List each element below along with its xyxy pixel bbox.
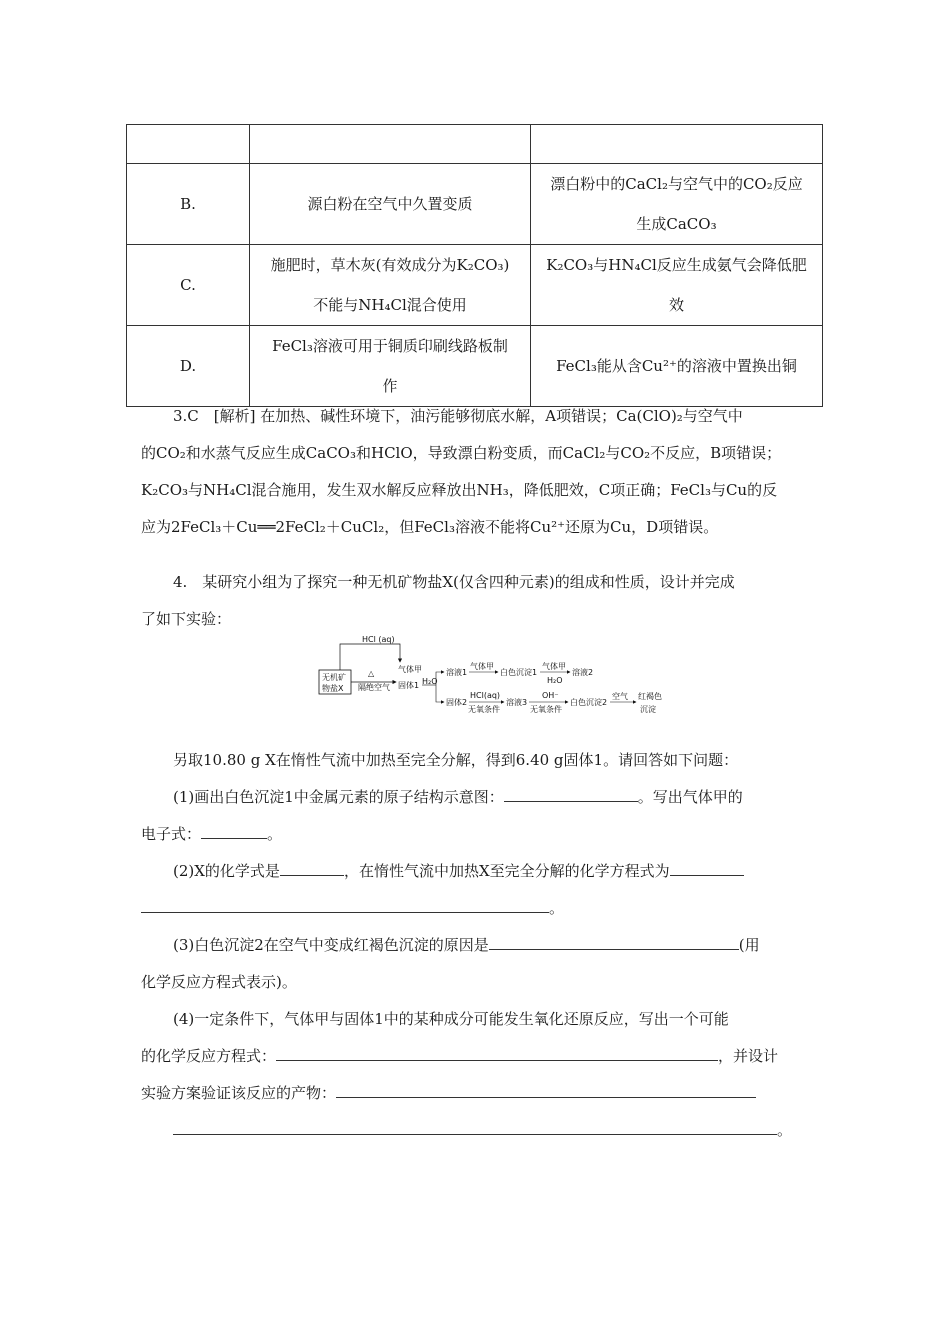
question-1 [141, 779, 826, 816]
question-text: (3)白色沉淀2在空气中变成红褐色沉淀的原因是 [173, 936, 489, 954]
explanation-line: 漂白粉中的CaCl₂与空气中的CO₂反应 [550, 175, 803, 193]
condition-label: 无氧条件 [468, 705, 500, 714]
question-text: ，在惰性气流中加热X至完全分解的化学方程式为 [343, 862, 670, 880]
question-4: (4)一定条件下，气体甲与固体1中的某种成分可能发生氧化还原反应，写出一个可能 [173, 1010, 729, 1028]
explanation-line: 生成CaCO₃ [636, 215, 717, 233]
reagent-label: 气体甲 [542, 662, 566, 671]
question-text: 。 [549, 899, 565, 917]
question-text: 。 [777, 1121, 793, 1139]
phenomenon-cell [250, 326, 531, 407]
table-cell [127, 125, 250, 164]
question-text: 实验方案验证该反应的产物： [141, 1084, 337, 1102]
question-3 [141, 927, 826, 964]
question-4-body [141, 742, 826, 1149]
reagent-label: 气体甲 [470, 662, 494, 671]
product-label: 气体甲 [398, 665, 422, 674]
question-2-cont [141, 890, 826, 927]
explanation-line: 效 [668, 296, 684, 314]
sample-label: 无机矿 [322, 673, 346, 682]
phenomenon-cell: 源白粉在空气中久置变质 [250, 164, 531, 245]
answer-3 [141, 398, 826, 546]
question-text: 。写出气体甲的 [637, 788, 743, 806]
explanation-cell [531, 245, 823, 326]
question-4-cont [141, 1038, 826, 1075]
answer-blank[interactable] [670, 859, 744, 876]
question-4-intro [141, 564, 826, 638]
product-label: 白色沉淀1 [500, 668, 538, 677]
explanation-cell [531, 164, 823, 245]
table-row [127, 164, 823, 245]
table-row [127, 245, 823, 326]
phenomenon-line: FeCl₃溶液可用于铜质印刷线路板制 [272, 337, 508, 355]
option-label: C. [127, 245, 250, 326]
reagent-label: OH⁻ [542, 691, 559, 700]
sample-label: 物盐X [322, 684, 344, 693]
condition-label: △ [368, 669, 375, 678]
given-line: 另取10.80 g X在惰性气流中加热至完全分解，得到6.40 g固体1。请回答如下问题： [173, 751, 739, 769]
question-2 [141, 853, 826, 890]
condition-label: 无氧条件 [530, 705, 562, 714]
question-text: 电子式： [141, 825, 202, 843]
phenomenon-line: 不能与NH₄Cl混合使用 [313, 296, 467, 314]
arrow [436, 685, 444, 702]
question-3-cont: 化学反应方程式表示)。 [141, 973, 297, 991]
answer-blank[interactable] [276, 1044, 718, 1061]
product-label: 固体2 [446, 698, 468, 707]
reagent-label: HCl(aq) [470, 691, 501, 700]
question-text: (1)画出白色沉淀1中金属元素的原子结构示意图： [173, 788, 504, 806]
answer-blank[interactable] [336, 1081, 756, 1098]
question-text: (用 [738, 936, 760, 954]
condition-label: 隔绝空气 [358, 683, 390, 692]
product-label: 溶液3 [506, 698, 528, 707]
table-row [127, 326, 823, 407]
answer-blank[interactable] [280, 859, 344, 876]
table-row [127, 125, 823, 164]
product-label: 溶液1 [446, 668, 468, 677]
answer-line: 应为2FeCl₃＋Cu══2FeCl₂＋CuCl₂，但FeCl₃溶液不能将Cu²⁺还原为Cu，D项错误。 [141, 518, 719, 536]
reagent-label: H₂O [422, 677, 438, 686]
table-cell [250, 125, 531, 164]
question-text: (2)X的化学式是 [173, 862, 280, 880]
answer-line: K₂CO₃与NH₄Cl混合施用，发生双水解反应释放出NH₃，降低肥效，C项正确；FeCl₃与Cu的反 [141, 481, 778, 499]
intro-line: 了如下实验： [141, 610, 232, 628]
answer-blank[interactable] [504, 785, 638, 802]
table-cell [531, 125, 823, 164]
reagent-label: 空气 [612, 692, 628, 701]
product-label: 白色沉淀2 [570, 698, 608, 707]
options-table [126, 124, 823, 407]
reagent-label: HCl (aq) [362, 635, 395, 644]
option-label: D. [127, 326, 250, 407]
intro-line: 4. 某研究小组为了探究一种无机矿物盐X(仅含四种元素)的组成和性质，设计并完成 [173, 573, 735, 591]
question-text: ，并设计 [718, 1047, 779, 1065]
question-text: 的化学反应方程式： [141, 1047, 277, 1065]
product-label: 固体1 [398, 681, 420, 690]
product-label: 红褐色 [638, 692, 662, 701]
product-label: 沉淀 [640, 705, 656, 714]
explanation-line: K₂CO₃与HN₄Cl反应生成氨气会降低肥 [546, 256, 807, 274]
answer-blank[interactable] [173, 1118, 777, 1135]
answer-blank[interactable] [201, 822, 267, 839]
phenomenon-line: 作 [382, 377, 398, 395]
question-text: 。 [267, 825, 283, 843]
explanation-cell: FeCl₃能从含Cu²⁺的溶液中置换出铜 [531, 326, 823, 407]
option-label: B. [127, 164, 250, 245]
question-1-cont [141, 816, 826, 853]
question-4-cont [141, 1112, 826, 1149]
product-label: 溶液2 [572, 668, 594, 677]
answer-line: 3.C [解析] 在加热、碱性环境下，油污能够彻底水解，A项错误；Ca(ClO)₂与空气中 [173, 407, 743, 425]
answer-blank[interactable] [489, 933, 739, 950]
answer-line: 的CO₂和水蒸气反应生成CaCO₃和HClO，导致漂白粉变质，而CaCl₂与CO₂不反应，B项错误； [141, 444, 782, 462]
reagent-label: H₂O [547, 676, 563, 685]
question-4-cont [141, 1075, 826, 1112]
phenomenon-cell [250, 245, 531, 326]
answer-blank[interactable] [141, 896, 549, 913]
phenomenon-line: 施肥时，草木灰(有效成分为K₂CO₃) [270, 256, 510, 274]
experiment-flow-diagram [318, 632, 668, 718]
arrow [340, 644, 400, 670]
